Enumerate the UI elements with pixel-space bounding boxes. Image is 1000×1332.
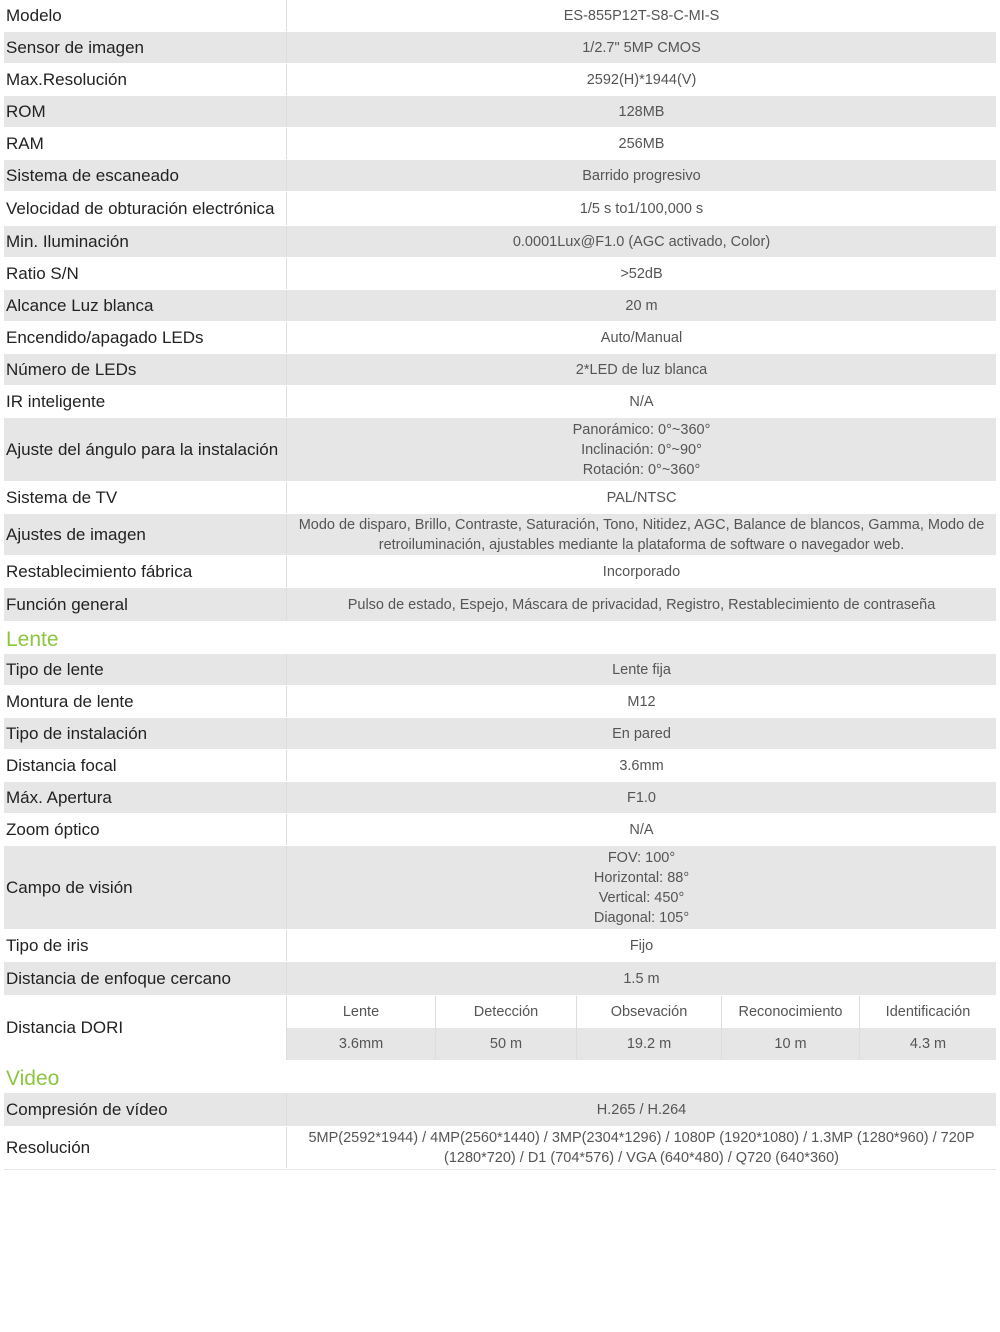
- row-value-line: Lente fija: [612, 661, 671, 678]
- row-value-line: Vertical: 450°: [598, 889, 685, 906]
- row-label: Función general: [6, 594, 128, 614]
- dori-value-row: [287, 1028, 996, 1060]
- dori-header-observacion: Obsevación: [576, 996, 721, 1028]
- row-label: Tipo de iris: [6, 935, 89, 955]
- row-value-line: Auto/Manual: [600, 329, 683, 346]
- row-value-line: 1/5 s to1/100,000 s: [579, 200, 704, 217]
- row-value-line: PAL/NTSC: [606, 489, 677, 506]
- dori-row: [4, 996, 996, 1061]
- row-value: [286, 514, 996, 555]
- section-title-video: Video: [4, 1061, 996, 1093]
- row-value-line: 2592(H)*1944(V): [586, 71, 697, 88]
- row-label: Montura de lente: [6, 691, 134, 711]
- row-value: [286, 128, 996, 159]
- row-label: Encendido/apagado LEDs: [6, 327, 204, 347]
- spec-row: [4, 290, 996, 322]
- row-value: [286, 64, 996, 95]
- dori-value-identificacion: 4.3 m: [859, 1028, 996, 1060]
- row-value-line: Incorporado: [602, 563, 681, 580]
- row-value-line: N/A: [629, 821, 654, 838]
- section-title-lente: Lente: [4, 622, 996, 654]
- row-value-line: 1.5 m: [623, 970, 660, 987]
- row-value-line: 128MB: [618, 103, 665, 120]
- spec-row: [4, 1127, 996, 1169]
- row-value: [286, 686, 996, 717]
- spec-row: [4, 192, 996, 226]
- lens-section: [4, 654, 996, 996]
- row-value-line: F1.0: [626, 789, 656, 806]
- dori-table: [286, 996, 996, 1060]
- row-label: Sensor de imagen: [6, 37, 144, 57]
- spec-row: [4, 654, 996, 686]
- row-value-line: Modo de disparo, Brillo, Contraste, Saturación, Tono, Nitidez, AGC, Balance de blancos, Gamma, Modo de retroiluminación, ajustables mediante la plataforma de software o navegador web.: [298, 516, 985, 553]
- row-value: [286, 930, 996, 961]
- spec-row: [4, 718, 996, 750]
- row-value: [286, 588, 996, 621]
- spec-row: [4, 32, 996, 64]
- row-label: Restablecimiento fábrica: [6, 561, 193, 581]
- row-value-line: Fijo: [629, 937, 654, 954]
- row-value: [286, 1093, 996, 1126]
- row-value-line: Horizontal: 88°: [593, 869, 690, 886]
- row-value: [286, 322, 996, 353]
- spec-row: [4, 686, 996, 718]
- spec-row: [4, 514, 996, 556]
- spec-row: [4, 128, 996, 160]
- row-value: [286, 354, 996, 385]
- row-value: [286, 258, 996, 289]
- row-label: Distancia focal: [6, 755, 117, 775]
- row-value: [286, 160, 996, 191]
- row-value: [286, 482, 996, 513]
- row-value-line: 0.0001Lux@F1.0 (AGC activado, Color): [512, 233, 771, 250]
- row-label: Sistema de escaneado: [6, 165, 179, 185]
- dori-value-deteccion: 50 m: [435, 1028, 576, 1060]
- row-label: Tipo de lente: [6, 659, 104, 679]
- row-label: Ajuste del ángulo para la instalación: [6, 439, 279, 459]
- spec-row: [4, 96, 996, 128]
- row-value: [286, 0, 996, 31]
- row-value-line: H.265 / H.264: [596, 1101, 687, 1118]
- dori-header-identificacion: Identificación: [859, 996, 996, 1028]
- row-value: [286, 226, 996, 257]
- row-label: Compresión de vídeo: [6, 1099, 168, 1119]
- spec-row: [4, 322, 996, 354]
- row-value-line: Rotación: 0°~360°: [582, 461, 701, 478]
- row-value-line: 2*LED de luz blanca: [575, 361, 708, 378]
- row-value: [286, 782, 996, 813]
- dori-header-lente: Lente: [342, 1004, 380, 1020]
- row-value: [286, 654, 996, 685]
- spec-row: [4, 160, 996, 192]
- row-label: Ajustes de imagen: [6, 524, 146, 544]
- row-value-line: Pulso de estado, Espejo, Máscara de privacidad, Registro, Restablecimiento de contraseña: [347, 596, 936, 613]
- row-label: Campo de visión: [6, 877, 133, 897]
- row-label: IR inteligente: [6, 391, 106, 411]
- video-section: [4, 1093, 996, 1170]
- row-label: Max.Resolución: [6, 69, 127, 89]
- row-value: [286, 718, 996, 749]
- spec-row: [4, 930, 996, 962]
- row-label: Zoom óptico: [6, 819, 100, 839]
- row-value: [286, 556, 996, 587]
- spec-table: [4, 0, 996, 1170]
- row-value-line: 3.6mm: [619, 757, 664, 774]
- row-label: Tipo de instalación: [6, 723, 148, 743]
- row-label: RAM: [6, 133, 44, 153]
- spec-row: [4, 1093, 996, 1127]
- row-value: [286, 192, 996, 225]
- row-value-line: Panorámico: 0°~360°: [572, 421, 711, 438]
- spec-row: [4, 846, 996, 930]
- spec-row: [4, 556, 996, 588]
- dori-value-reconocimiento: 10 m: [721, 1028, 859, 1060]
- row-label: Distancia DORI: [4, 996, 286, 1060]
- row-value-line: 1/2.7" 5MP CMOS: [582, 39, 701, 56]
- row-value-line: >52dB: [620, 265, 663, 282]
- row-value: [286, 814, 996, 845]
- row-label: Alcance Luz blanca: [6, 295, 154, 315]
- row-value: [286, 290, 996, 321]
- dori-value-lente: 3.6mm: [338, 1036, 384, 1052]
- row-value-line: 20 m: [625, 297, 658, 314]
- spec-row: [4, 418, 996, 482]
- dori-header-deteccion: Detección: [435, 996, 576, 1028]
- row-value-line: Barrido progresivo: [582, 167, 701, 184]
- row-value: [286, 96, 996, 127]
- row-value-line: Diagonal: 105°: [593, 909, 690, 926]
- row-value: [286, 386, 996, 417]
- row-label: Máx. Apertura: [6, 787, 112, 807]
- row-value-line: 5MP(2592*1944) / 4MP(2560*1440) / 3MP(2304*1296) / 1080P (1920*1080) / 1.3MP (1280*960) / 720P (1280*720) / D1 (704*576) / VGA (640*480) / Q720 (640*360): [308, 1129, 975, 1166]
- spec-row: [4, 226, 996, 258]
- row-label: Resolución: [6, 1137, 91, 1157]
- row-value-line: N/A: [629, 393, 654, 410]
- general-section: [4, 0, 996, 622]
- row-label: Distancia de enfoque cercano: [6, 968, 231, 988]
- row-value: [286, 32, 996, 63]
- row-value-line: ES-855P12T-S8-C-MI-S: [563, 7, 720, 24]
- dori-header-reconocimiento: Reconocimiento: [721, 996, 859, 1028]
- row-label: ROM: [6, 101, 46, 121]
- row-label: Min. Iluminación: [6, 231, 129, 251]
- row-value: [286, 1127, 996, 1168]
- dori-header-row: [287, 996, 996, 1028]
- spec-row: [4, 588, 996, 622]
- row-value: [286, 418, 996, 481]
- dori-value-observacion: 19.2 m: [576, 1028, 721, 1060]
- row-value-line: FOV: 100°: [607, 849, 676, 866]
- spec-row: [4, 0, 996, 32]
- spec-row: [4, 258, 996, 290]
- row-value: [286, 750, 996, 781]
- row-value: [286, 962, 996, 995]
- spec-row: [4, 814, 996, 846]
- row-label: Ratio S/N: [6, 263, 79, 283]
- row-label: Modelo: [6, 5, 62, 25]
- row-label: Número de LEDs: [6, 359, 137, 379]
- spec-row: [4, 354, 996, 386]
- row-value: [286, 846, 996, 929]
- row-value-line: En pared: [612, 725, 671, 742]
- spec-row: [4, 386, 996, 418]
- spec-row: [4, 782, 996, 814]
- spec-row: [4, 64, 996, 96]
- row-value-line: Inclinación: 0°~90°: [581, 441, 702, 458]
- row-value-line: 256MB: [618, 135, 665, 152]
- spec-row: [4, 750, 996, 782]
- row-label: Sistema de TV: [6, 487, 118, 507]
- row-label: Velocidad de obturación electrónica: [6, 198, 275, 218]
- row-value-line: M12: [627, 693, 656, 710]
- spec-row: [4, 962, 996, 996]
- spec-row: [4, 482, 996, 514]
